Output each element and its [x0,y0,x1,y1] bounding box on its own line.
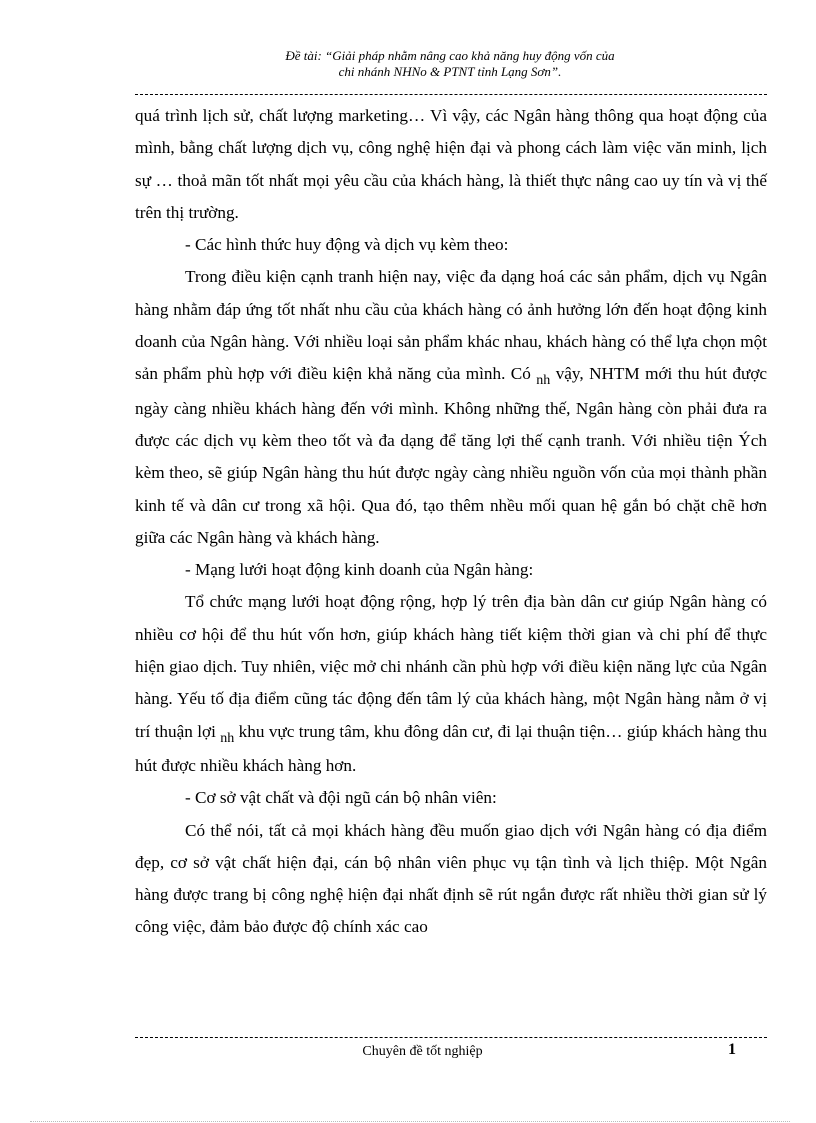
footer-divider [135,1037,767,1038]
page-number: 1 [728,1041,736,1058]
page-header [135,48,765,80]
paragraph-3-part-b: khu vực trung tâm, khu đông dân cư, đi lại thuận tiện… giúp khách hàng thu hút được nhiều khách hàng hơn. [135,721,767,775]
paragraph-1: quá trình lịch sử, chất lượng marketing… Vì vậy, các Ngân hàng thông qua hoạt động của mình, bằng chất lượng dịch vụ, công nghệ hiện đại và phong cách làm việc văn minh, lịch sự … thoả mãn tốt nhất mọi yêu cầu của khách hàng, là thiết thực nâng cao uy tín và vị thế trên thị trường. [135,106,767,222]
section-heading-network: - Mạng lưới hoạt động kinh doanh của Ngân hàng: [185,560,534,580]
paragraph-2 [135,261,767,554]
page-bottom-edge [30,1121,790,1122]
paragraph-3-part-a: Tổ chức mạng lưới hoạt động rộng, hợp lý trên địa bàn dân cư giúp Ngân hàng có nhiều cơ hội để thu hút vốn hơn, giúp khách hàng tiết kiệm thời gian và chi phí để thực hiện giao dịch. Tuy nhiên, việc mở chi nhánh cần phù hợp với điều kiện năng lực của Ngân hàng. Yếu tố địa điểm cũng tác động đến tâm lý của khách hàng, một Ngân hàng nằm ở vị trí thuận lợi [135,592,767,741]
section-heading-facilities-staff: - Cơ sở vật chất và đội ngũ cán bộ nhân viên: [185,788,497,808]
document-body [135,100,767,944]
paragraph-2-subscript: nh [536,373,551,389]
section-heading-mobilization-forms: - Các hình thức huy động và dịch vụ kèm theo: [185,235,509,255]
footer-title: Chuyên đề tốt nghiệp [362,1044,483,1059]
paragraph-3-subscript: nh [220,730,235,746]
paragraph-4: Có thể nói, tất cả mọi khách hàng đều muốn giao dịch với Ngân hàng có địa điểm đẹp, cơ sở vật chất hiện đại, cán bộ nhân viên phục vụ tận tình và lịch thiệp. Một Ngân hàng được trang bị công nghệ hiện đại nhất định sẽ rút ngắn được rất nhiều thời gian sử lý công việc, đảm bảo được độ chính xác cao [135,820,767,937]
paragraph-2-part-a: Trong điều kiện cạnh tranh hiện nay, việc đa dạng hoá các sản phẩm, dịch vụ Ngân hàng nhằm đáp ứng tốt nhất nhu cầu của khách hàng có ảnh hưởng lớn đến hoạt động kinh doanh của Ngân hàng. Với nhiều loại sản phẩm khác nhau, khách hàng có thể lựa chọn một sản phẩm phù hợp với điều kiện khả năng của mình. Có [135,267,767,384]
paragraph-3 [135,586,767,782]
header-title-line-1: Đề tài: “Giải pháp nhằm nâng cao khả năng huy động vốn của [285,48,615,63]
paragraph-2-part-b: vậy, NHTM mới thu hút được ngày càng nhiều khách hàng đến với mình. Không những thế, Ngân hàng còn phải đưa ra được các dịch vụ kèm theo tốt và đa dạng để tăng lợi thế cạnh tranh. Với nhiều tiện Ých kèm theo, sẽ giúp Ngân hàng thu hút được ngày càng nhiều nguồn vốn của mọi thành phần kinh tế và dân cư trong xã hội. Qua đó, tạo thêm nhều mối quan hệ gắn bó chặt chẽ hơn giữa các Ngân hàng và khách hàng. [135,364,768,547]
header-divider [135,94,767,95]
header-title-line-2: chi nhánh NHNo & PTNT tỉnh Lạng Sơn”. [338,64,562,79]
